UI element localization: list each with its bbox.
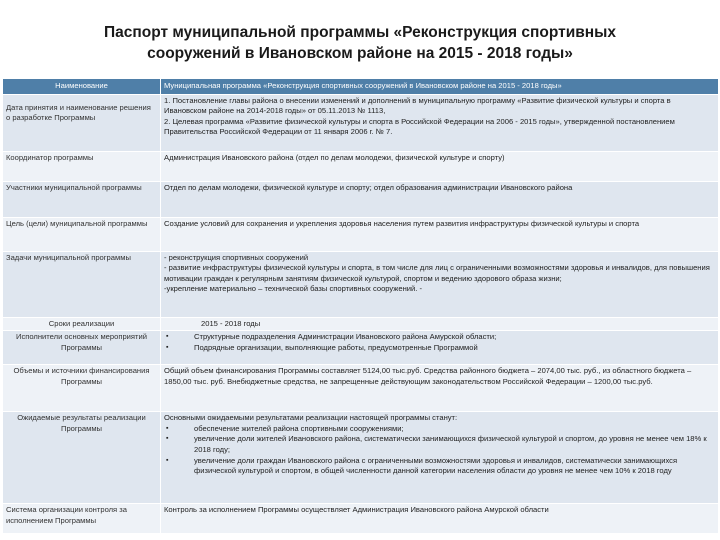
row-label: Сроки реализации	[3, 317, 161, 331]
row-content: Контроль за исполнением Программы осуществляет Администрация Ивановского района Амурской области	[161, 504, 719, 534]
row-label: Система организации контроля за исполнением Программы	[3, 504, 161, 534]
task-item: -укрепление материально – технической базы спортивных сооружений. -	[164, 284, 423, 294]
results-intro: Основными ожидаемыми результатами реализации настоящей программы станут:	[164, 413, 458, 423]
decision-item-1: 1. Постановление главы района о внесении изменений и дополнений в муниципальную программу «Развитие физической культуры и спорта в Ивановском районе на 2014-2018 годы» от 05.11.2013 № 1113,	[164, 95, 671, 116]
row-content: Муниципальная программа «Реконструкция спортивных сооружений в Ивановском районе на 2015 - 2018 годы»	[161, 79, 719, 95]
table-row-decision	[3, 94, 719, 151]
table-row-tasks	[3, 251, 719, 317]
table-row-name	[3, 79, 719, 95]
result-item: ▪ увеличение доли жителей Ивановского района, систематически занимающихся физической культурой и спортом, до уровня не менее чем 18% к 2018 году;	[164, 434, 715, 455]
title-line-1: Паспорт муниципальной программы «Реконструкция спортивных	[104, 24, 616, 41]
table-row-control	[3, 504, 719, 534]
task-item: - развитие инфраструктуры физической культуры и спорта, в том числе для лиц с ограниченными возможностями здоровья и инвалидов, для повышения мотивации граждан к регулярным занятиям физической культурой, спортом и ведению здорового образа жизни;	[164, 263, 710, 283]
table-row-goal	[3, 217, 719, 251]
table-row-financing	[3, 365, 719, 412]
result-item: ▪ увеличение доли граждан Ивановского района с ограниченными возможностями здоровья и инвалидов, систематически занимающихся физической культурой и спортом, в общей численности данной категории населения области до уровня не менее чем 10% к 2018 году	[164, 456, 715, 477]
title-line-2: сооружений в Ивановском районе на 2015 - 2018 годы»	[147, 45, 573, 62]
table-row-results	[3, 412, 719, 504]
table-row-executors	[3, 331, 719, 365]
result-item: ▪ обеспечение жителей района спортивными сооружениями;	[164, 424, 715, 435]
row-label: Исполнители основных мероприятий Программы	[3, 331, 161, 365]
page-title	[0, 22, 720, 64]
executor-item: ▪ Структурные подразделения Администрации Ивановского района Амурской области;	[164, 332, 715, 343]
row-content	[161, 94, 719, 151]
row-label: Наименование	[3, 79, 161, 95]
row-content: 2015 - 2018 годы	[161, 317, 719, 331]
executor-item: ▪ Подрядные организации, выполняющие работы, предусмотренные Программой	[164, 343, 715, 354]
task-item: - реконструкция спортивных сооружений	[164, 252, 309, 262]
table-row-period	[3, 317, 719, 331]
row-label: Дата принятия и наименование решения о разработке Программы	[3, 94, 161, 151]
row-label: Участники муниципальной программы	[3, 181, 161, 217]
row-label: Объемы и источники финансирования Программы	[3, 365, 161, 412]
passport-table	[2, 78, 719, 534]
row-label: Цель (цели) муниципальной программы	[3, 217, 161, 251]
row-content: Администрация Ивановского района (отдел по делам молодежи, физической культуре и спорту)	[161, 151, 719, 181]
row-content	[161, 412, 719, 504]
decision-item-2: 2. Целевая программа «Развитие физической культуры и спорта в Российской Федерации на 2006 - 2015 годы», утвержденной постановлением Правительства Российской Федерации от 11 января 2006 г. № 7.	[164, 116, 675, 137]
row-content: Создание условий для сохранения и укрепления здоровья населения путем развития инфраструктуры физической культуры и спорта	[161, 217, 719, 251]
row-content: Отдел по делам молодежи, физической культуре и спорту; отдел образования администрации Ивановского района	[161, 181, 719, 217]
row-label: Координатор программы	[3, 151, 161, 181]
row-content	[161, 331, 719, 365]
row-content: Общий объем финансирования Программы составляет 5124,00 тыс.руб. Средства районного бюджета – 2074,00 тыс. руб., из областного бюджета – 1850,00 тыс. руб. Внебюджетные средства, не запрещенные действующим законодательством Российской Федерации – 1200,00 тыс.руб.	[161, 365, 719, 412]
row-label: Задачи муниципальной программы	[3, 251, 161, 317]
table-row-coordinator	[3, 151, 719, 181]
row-label: Ожидаемые результаты реализации Программы	[3, 412, 161, 504]
table-row-participants	[3, 181, 719, 217]
row-content	[161, 251, 719, 317]
